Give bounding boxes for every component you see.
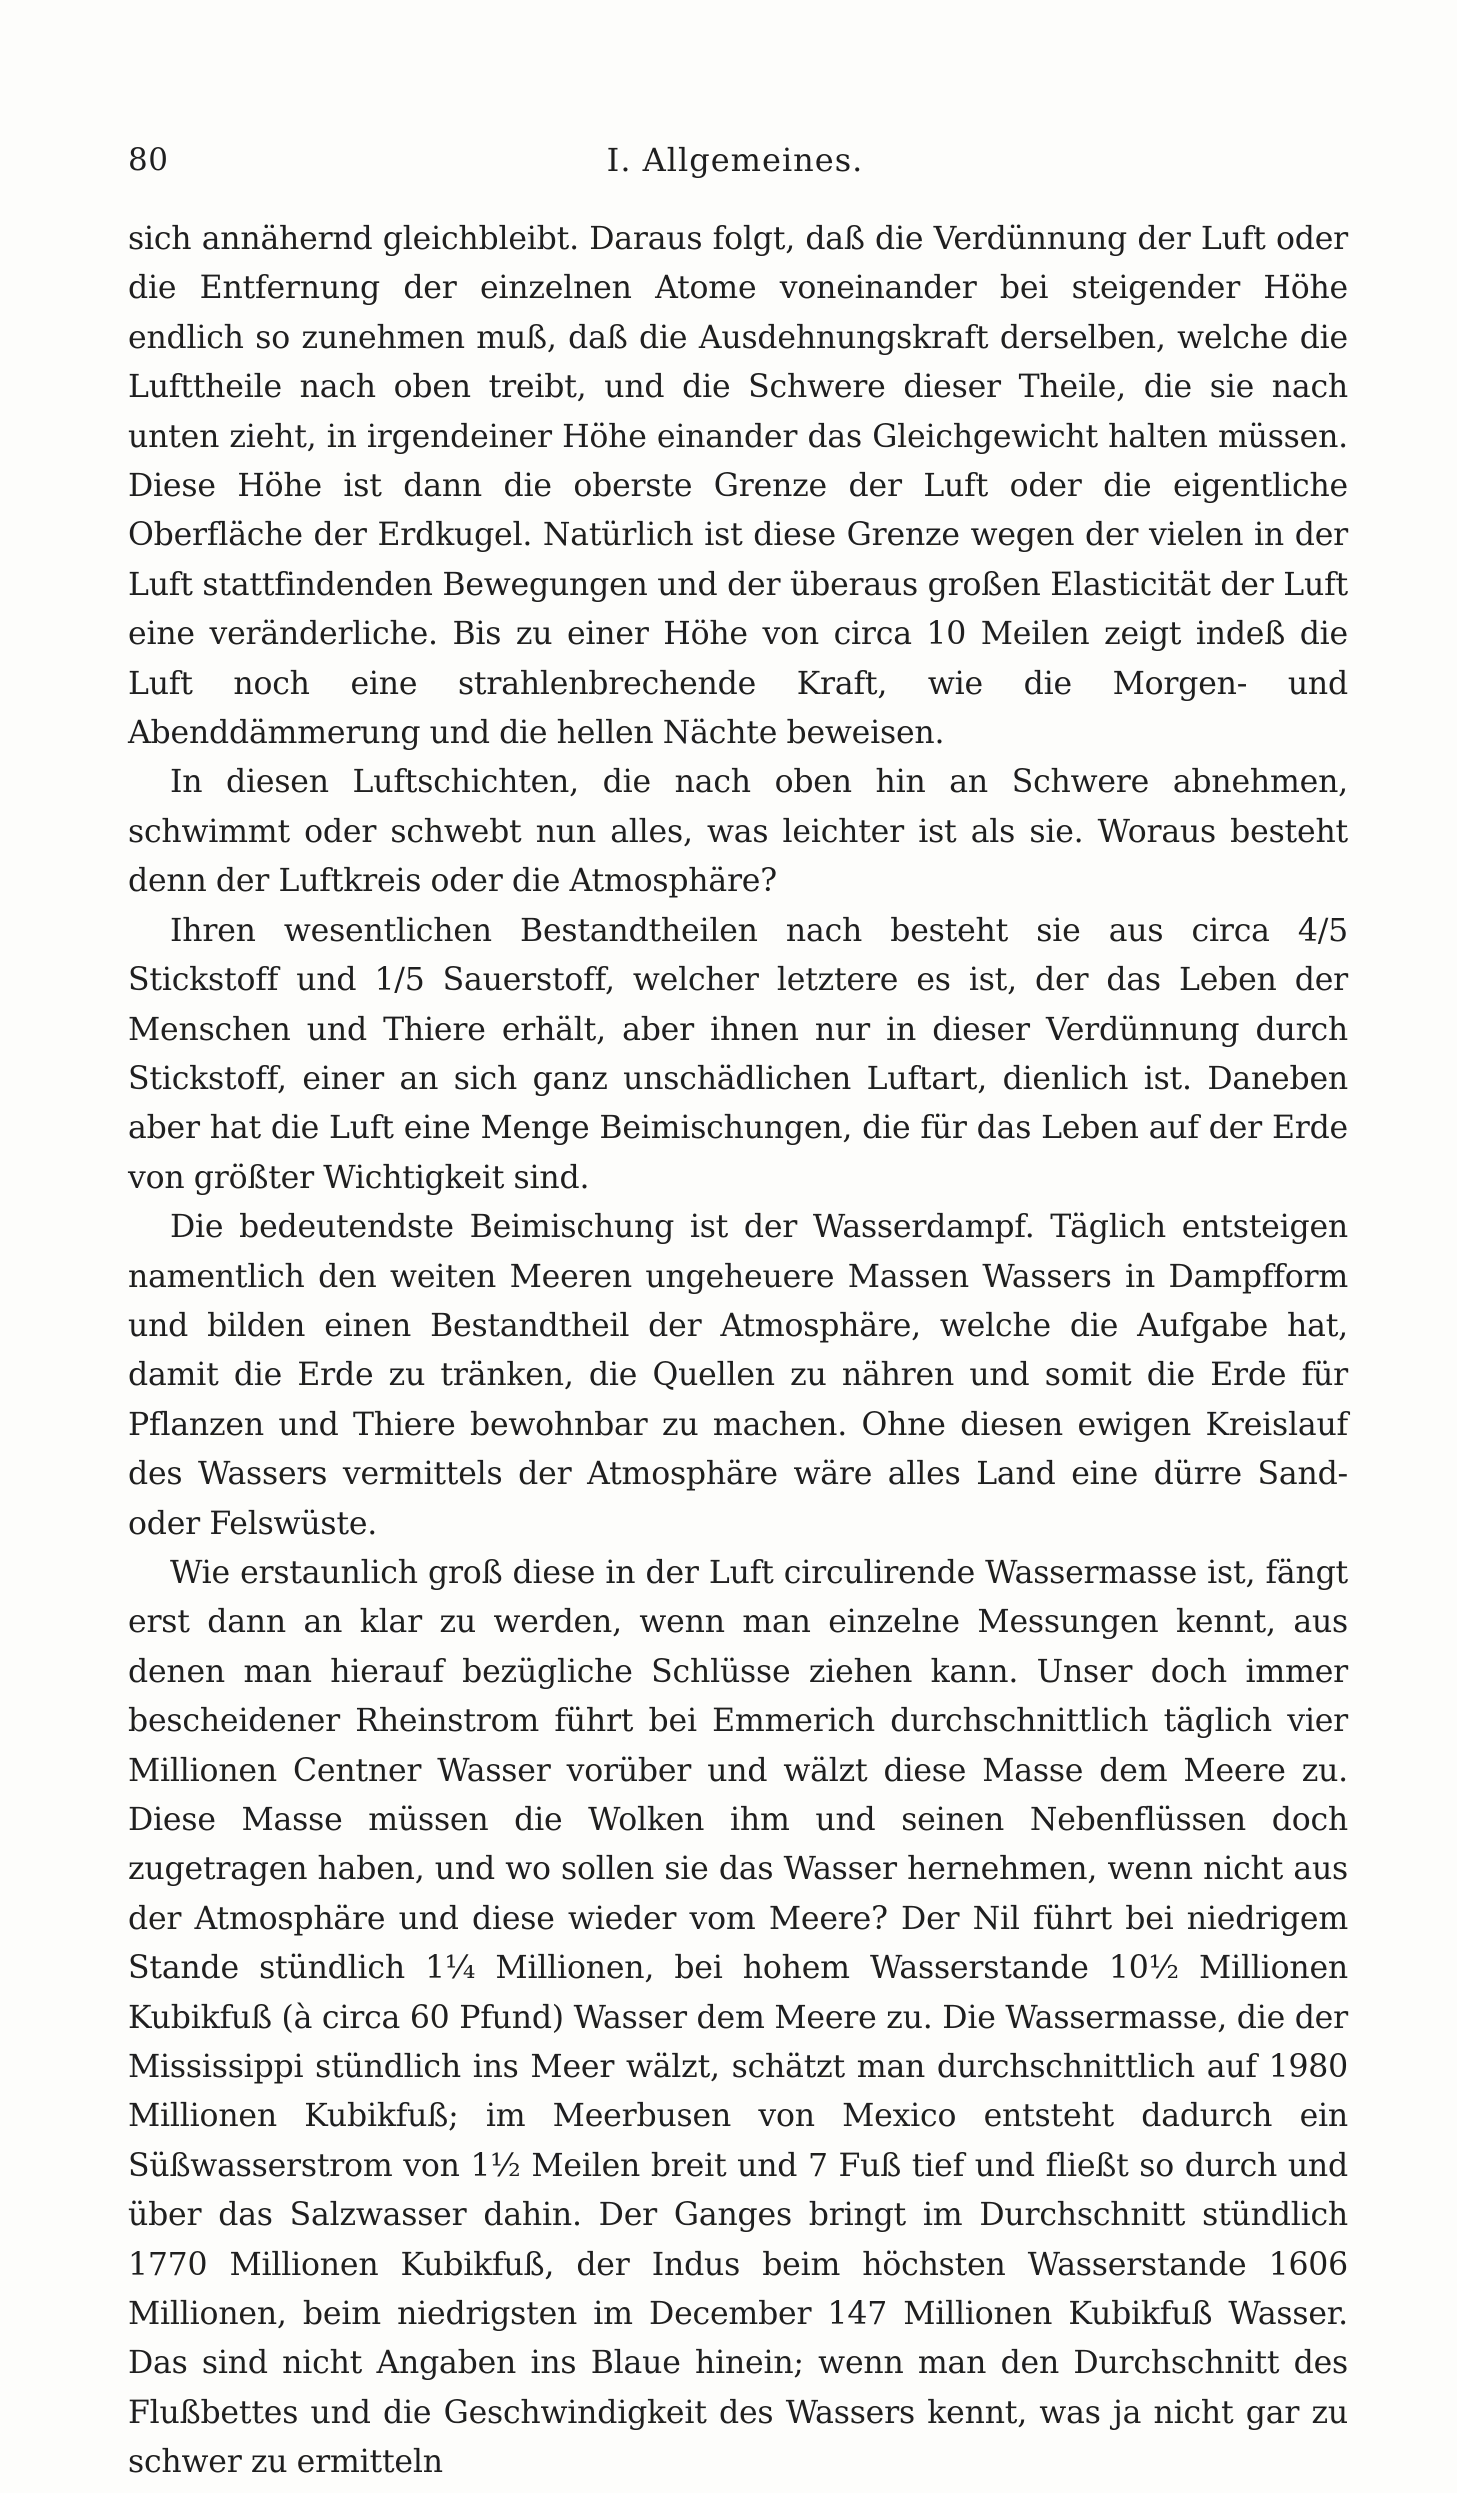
- body-text: [128, 215, 1348, 2488]
- page-header: [128, 140, 1342, 184]
- paragraph: Ihren wesentlichen Bestandtheilen nach besteht sie aus circa 4/5 Stickstoff und 1/5 Sauerstoff, welcher letztere es ist, der das Leben der Menschen und Thiere erhält, aber ihnen nur in dieser Verdünnung durch Stickstoff, einer an sich ganz unschädlichen Luftart, dienlich ist. Daneben aber hat die Luft eine Menge Beimischungen, die für das Leben auf der Erde von größter Wichtigkeit sind.: [128, 912, 1348, 1196]
- paragraph: Die bedeutendste Beimischung ist der Wasserdampf. Täglich entsteigen namentlich den weiten Meeren ungeheuere Massen Wassers in Dampfform und bilden einen Bestandtheil der Atmosphäre, welche die Aufgabe hat, damit die Erde zu tränken, die Quellen zu nähren und somit die Erde für Pflanzen und Thiere bewohnbar zu machen. Ohne diesen ewigen Kreislauf des Wassers vermittels der Atmosphäre wäre alles Land eine dürre Sand- oder Felswüste.: [128, 1209, 1348, 1542]
- page-number: 80: [128, 142, 169, 178]
- paragraph: In diesen Luftschichten, die nach oben hin an Schwere abnehmen, schwimmt oder schwebt nun alles, was leichter ist als sie. Woraus besteht denn der Luftkreis oder die Atmosphäre?: [128, 764, 1348, 900]
- paragraph: Wie erstaunlich groß diese in der Luft circulirende Wassermasse ist, fängt erst dann an klar zu werden, wenn man einzelne Messungen kennt, aus denen man hierauf bezügliche Schlüsse ziehen kann. Unser doch immer bescheidener Rheinstrom führt bei Emmerich durchschnittlich täglich vier Millionen Centner Wasser vorüber und wälzt diese Masse dem Meere zu. Diese Masse müssen die Wolken ihm und seinen Nebenflüssen doch zugetragen haben, und wo sollen sie das Wasser hernehmen, wenn nicht aus der Atmosphäre und diese wieder vom Meere? Der Nil führt bei niedrigem Stande stündlich 1¼ Millionen, bei hohem Wasserstande 10½ Millionen Kubikfuß (à circa 60 Pfund) Wasser dem Meere zu. Die Wassermasse, die der Mississippi stündlich ins Meer wälzt, schätzt man durchschnittlich auf 1980 Millionen Kubikfuß; im Meerbusen von Mexico entsteht dadurch ein Süßwasserstrom von 1½ Meilen breit und 7 Fuß tief und fließt so durch und über das Salzwasser dahin. Der Ganges bringt im Durchschnitt stündlich 1770 Millionen Kubikfuß, der Indus beim höchsten Wasserstande 1606 Millionen, beim niedrigsten im December 147 Millionen Kubikfuß Wasser. Das sind nicht Angaben ins Blaue hinein; wenn man den Durchschnitt des Flußbettes und die Geschwindigkeit des Wassers kennt, was ja nicht gar zu schwer zu ermitteln: [128, 1554, 1348, 2481]
- running-head: I. Allgemeines.: [606, 141, 864, 179]
- paragraph: sich annähernd gleichbleibt. Daraus folgt, daß die Verdünnung der Luft oder die Entfernung der einzelnen Atome voneinander bei steigender Höhe endlich so zunehmen muß, daß die Ausdehnungskraft derselben, welche die Lufttheile nach oben treibt, und die Schwere dieser Theile, die sie nach unten zieht, in irgendeiner Höhe einander das Gleichgewicht halten müssen. Diese Höhe ist dann die oberste Grenze der Luft oder die eigentliche Oberfläche der Erdkugel. Natürlich ist diese Grenze wegen der vielen in der Luft stattfindenden Bewegungen und der überaus großen Elasticität der Luft eine veränderliche. Bis zu einer Höhe von circa 10 Meilen zeigt indeß die Luft noch eine strahlenbrechende Kraft, wie die Morgen- und Abenddämmerung und die hellen Nächte beweisen.: [128, 221, 1348, 752]
